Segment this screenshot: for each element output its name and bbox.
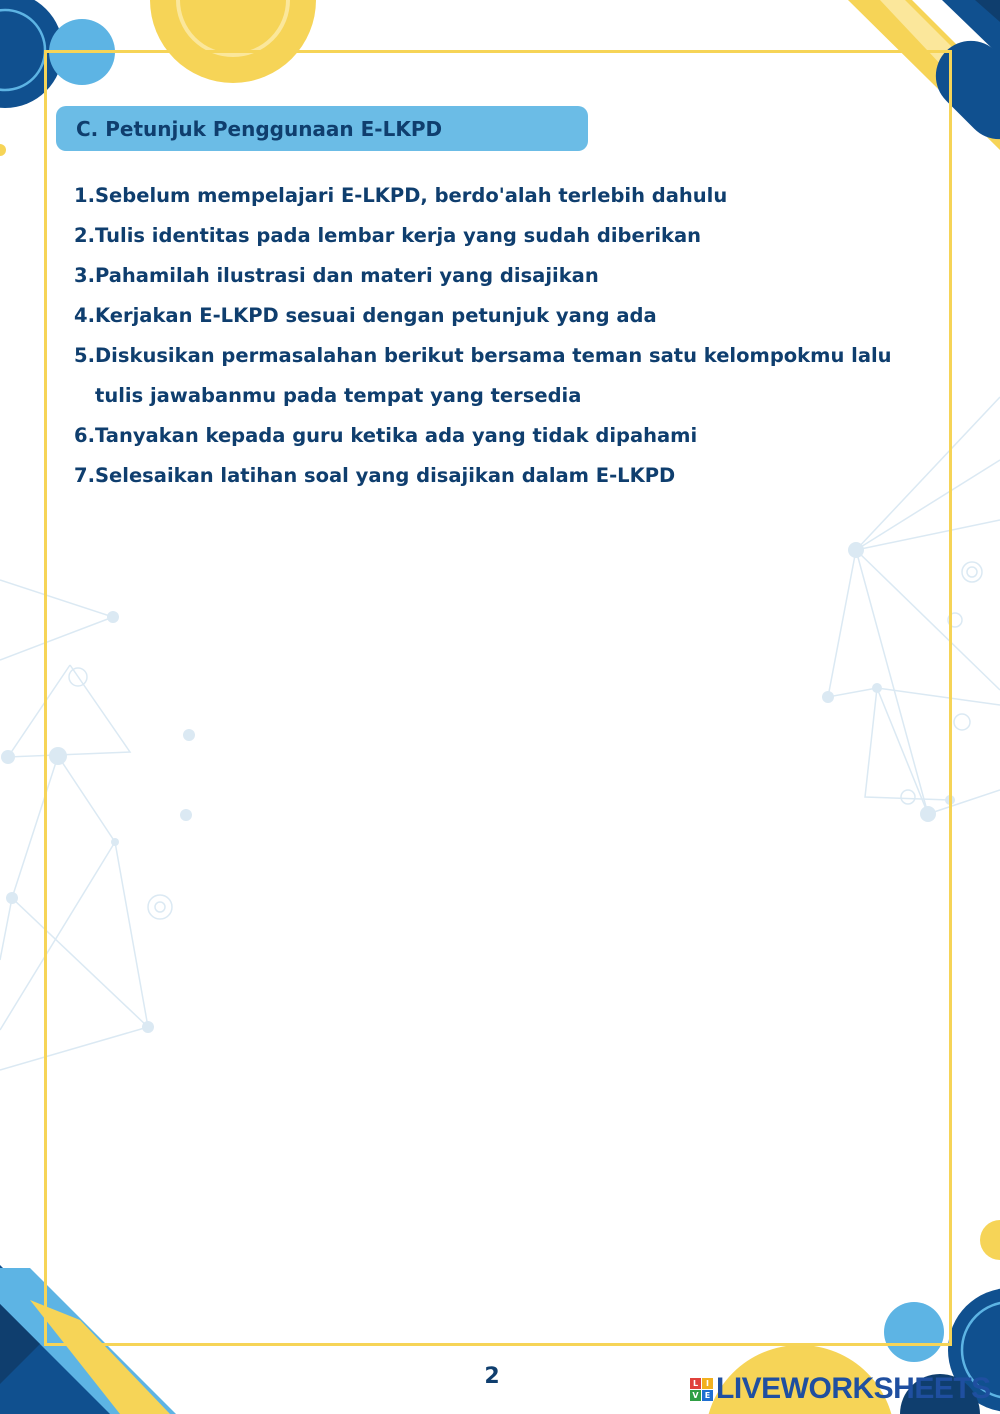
- list-item-text: Diskusikan permasalahan berikut bersama teman satu kelompokmu lalu tulis jawabanmu pada tempat yang tersedia: [95, 344, 892, 407]
- list-item: [60, 416, 920, 456]
- logo-letter: E: [702, 1390, 713, 1401]
- list-item-number: 2.: [74, 224, 95, 247]
- list-item: [60, 296, 920, 336]
- list-item-number: 3.: [74, 264, 95, 287]
- list-item-number: 6.: [74, 424, 95, 447]
- watermark-text: LIVEWORKSHEETS: [716, 1372, 991, 1405]
- section-header: [56, 106, 588, 151]
- list-item-text: Kerjakan E-LKPD sesuai dengan petunjuk yang ada: [95, 304, 657, 327]
- list-item-number: 1.: [74, 184, 95, 207]
- list-item-text: Sebelum mempelajari E-LKPD, berdo'alah terlebih dahulu: [95, 184, 728, 207]
- list-item-text: Tulis identitas pada lembar kerja yang sudah diberikan: [95, 224, 702, 247]
- list-item-text: Tanyakan kepada guru ketika ada yang tidak dipahami: [95, 424, 698, 447]
- instructions-list: [60, 176, 920, 496]
- page-number: 2: [484, 1364, 500, 1389]
- list-item: [60, 456, 920, 496]
- list-item: [60, 336, 920, 416]
- logo-letter: V: [690, 1390, 701, 1401]
- list-item-number: 7.: [74, 464, 95, 487]
- list-item-number: 4.: [74, 304, 95, 327]
- liveworksheets-watermark: [690, 1374, 991, 1404]
- logo-letter: I: [702, 1378, 713, 1389]
- list-item-number: 5.: [74, 344, 95, 367]
- list-item-text: Pahamilah ilustrasi dan materi yang disajikan: [95, 264, 599, 287]
- list-item: [60, 256, 920, 296]
- list-item: [60, 216, 920, 256]
- list-item: [60, 176, 920, 216]
- logo-letter: L: [690, 1378, 701, 1389]
- section-title: C. Petunjuk Penggunaan E-LKPD: [76, 116, 443, 141]
- liveworksheets-logo-icon: [690, 1378, 713, 1401]
- list-item-text: Selesaikan latihan soal yang disajikan dalam E-LKPD: [95, 464, 676, 487]
